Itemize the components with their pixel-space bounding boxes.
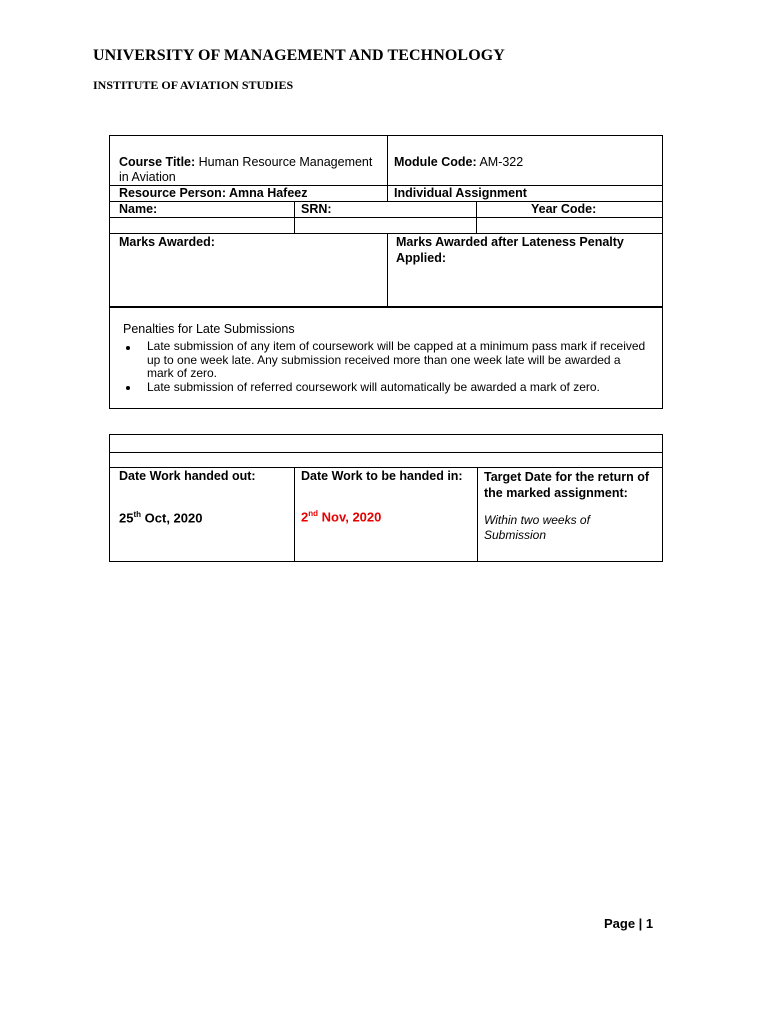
assignment-type: Individual Assignment (394, 186, 527, 200)
page-number: Page | 1 (604, 916, 654, 931)
bullet-icon (126, 386, 130, 390)
return-label: Target Date for the return of the marked assignment: (484, 470, 650, 500)
marks-after-penalty-label: Marks Awarded after Lateness Penalty Applied: (396, 235, 624, 265)
handed-out-date: 25th Oct, 2020 (119, 510, 203, 526)
srn-label: SRN: (301, 202, 332, 216)
hand-in-label: Date Work to be handed in: (301, 469, 463, 483)
marks-awarded-label: Marks Awarded: (119, 235, 215, 249)
university-title: UNIVERSITY OF MANAGEMENT AND TECHNOLOGY (93, 47, 505, 64)
penalties-title: Penalties for Late Submissions (123, 322, 295, 336)
name-label: Name: (119, 202, 158, 216)
institute-title: INSTITUTE OF AVIATION STUDIES (93, 78, 294, 92)
handed-out-label: Date Work handed out: (119, 469, 256, 483)
course-title-label: Course Title: (119, 155, 196, 169)
hand-in-date: 2nd Nov, 2020 (301, 509, 382, 525)
return-value: Within two weeks of Submission (484, 513, 590, 542)
year-code-label: Year Code: (531, 202, 597, 216)
course-title-value: Human Resource Management in Aviation (119, 155, 373, 184)
module-code-value: AM-322 (479, 155, 524, 169)
resource-person: Resource Person: Amna Hafeez (119, 186, 308, 200)
penalty-item: Late submission of referred coursework will automatically be awarded a mark of zero. (147, 380, 600, 394)
module-code-label: Module Code: (394, 155, 477, 169)
penalty-item: Late submission of any item of coursework will be capped at a minimum pass mark if received up to one week late. Any submission received more than one week late will be awarded a mark of zero. (147, 339, 646, 380)
bullet-icon (126, 346, 130, 350)
module-code-cell (394, 155, 523, 170)
course-title-cell (119, 155, 381, 185)
